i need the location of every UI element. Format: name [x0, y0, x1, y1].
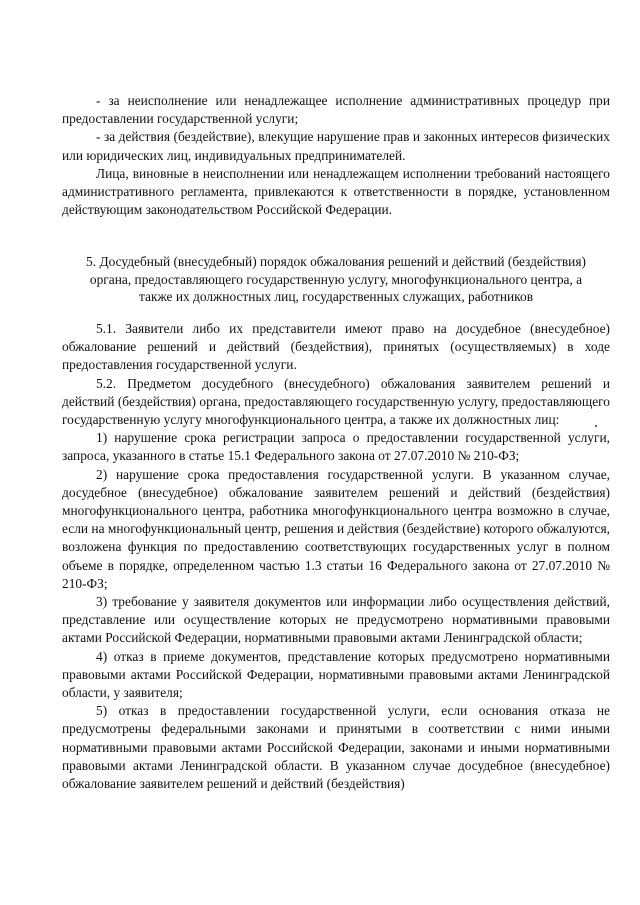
paragraph-nonperformance: - за неисполнение или ненадлежащее исполнение административных процедур при предоставлении государственной услуги; — [62, 93, 610, 127]
list-item-3: 3) требование у заявителя документов или информации либо осуществления действий, представление или осуществление которых не предусмотрено нормативными правовыми актами Российской Федерации, нормативными правовыми актами Ленинградской области; — [62, 594, 610, 646]
heading-line: органа, предоставляющего государственную услугу, многофункционального центра, а — [89, 271, 583, 287]
heading-line: также их должностных лиц, государственных служащих, работников — [138, 289, 534, 305]
list-item-5: 5) отказ в предоставлении государственной услуги, если основания отказа не предусмотрены федеральными законами и принятыми в соответствии с ними иными нормативными правовыми актами Российской Федерации, законами и иными нормативными правовыми актами Ленинградской области. В указанном случае досудебное (внесудебное) обжалование заявителем решений и действий (бездействия) — [62, 703, 610, 792]
paragraph-actions-inaction: - за действия (бездействие), влекущие нарушение прав и законных интересов физических или юридических лиц, индивидуальных предпринимателей. — [62, 129, 610, 163]
section-5-heading — [62, 253, 610, 306]
list-item-2: 2) нарушение срока предоставления государственной услуги. В указанном случае, досудебное (внесудебное) обжалование заявителем решений и действий (бездействия) многофункционального центра, работника многофункционального центра возможно в случае, если на многофункциональный центр, решения и действия (бездействие) которого обжалуются, возложена функция по предоставлению соответствующих государственных услуг в полном объеме в порядке, определенном частью 1.3 статьи 16 Федерального закона от 27.07.2010 № 210-ФЗ; — [62, 466, 610, 591]
scan-speck — [595, 425, 597, 427]
heading-line: 5. Досудебный (внесудебный) порядок обжалования решений и действий (бездействия) — [86, 254, 586, 269]
paragraph-5-2: 5.2. Предметом досудебного (внесудебного) обжалования заявителем решений и действий (бездействия) органа, предоставляющего государственную услугу, предоставляющего государственную услугу многофункционального центра, а также их должностных лиц: — [62, 375, 610, 428]
paragraph-5-1: 5.1. Заявители либо их представители имеют право на досудебное (внесудебное) обжалование решений и действий (бездействия), принятых (осуществляемых) в ходе предоставления государственной услуги. — [62, 321, 610, 373]
section-5-body — [62, 320, 610, 793]
list-item-4: 4) отказ в приеме документов, представление которых предусмотрено нормативными правовыми актами Российской Федерации, нормативными правовыми актами Ленинградской области, у заявителя; — [62, 648, 610, 701]
list-item-1: 1) нарушение срока регистрации запроса о предоставлении государственной услуги, запроса, указанного в статье 15.1 Федерального закона от 27.07.2010 № 210-ФЗ; — [62, 430, 610, 464]
paragraph-liability: Лица, виновные в неисполнении или ненадлежащем исполнении требований настоящего административного регламента, привлекаются к ответственности в порядке, установленном действующим законодательством Российской Федерации. — [62, 165, 610, 218]
liability-section — [62, 92, 610, 219]
